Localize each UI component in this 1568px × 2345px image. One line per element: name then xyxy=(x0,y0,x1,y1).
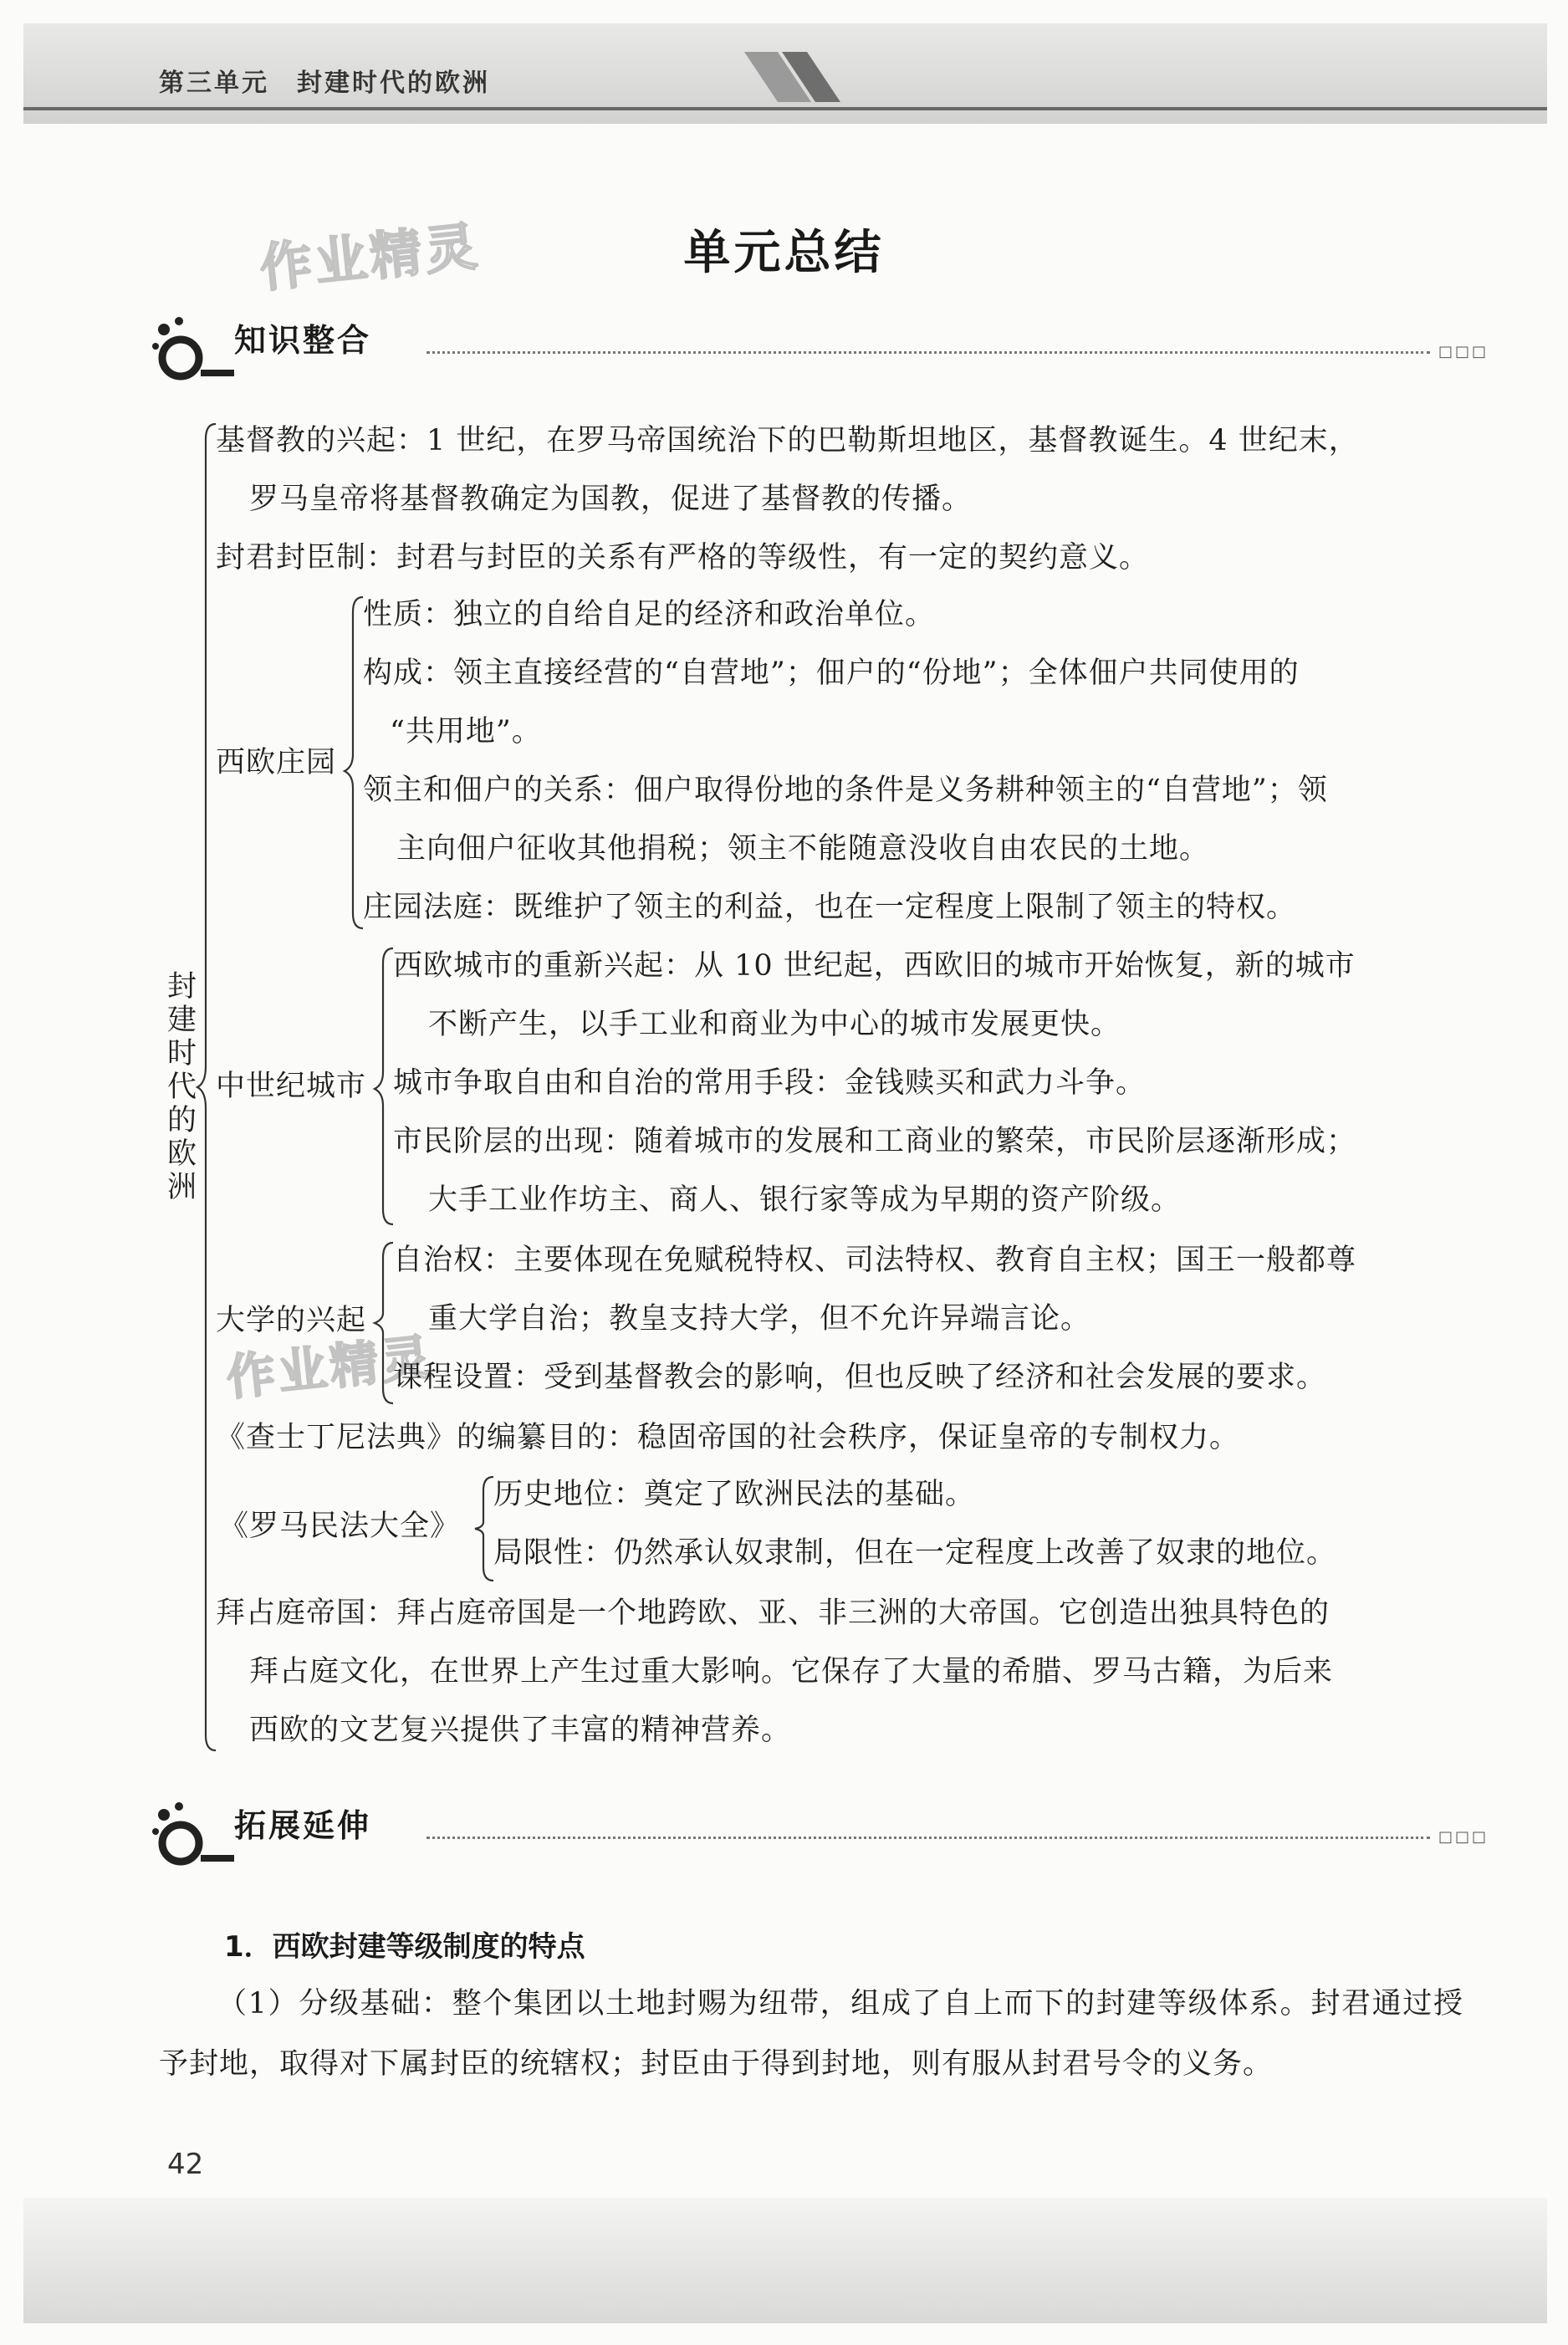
city-item: 城市争取自由和自治的常用手段：金钱赎买和武力斗争。 xyxy=(393,1066,1147,1100)
section-squares: □□□ xyxy=(1438,343,1489,360)
section-divider xyxy=(426,1837,1430,1839)
christianity-line-1: 基督教的兴起：1 世纪，在罗马帝国统治下的巴勒斯坦地区，基督教诞生。4 世纪末， xyxy=(216,424,1359,457)
section-heading-knowledge xyxy=(151,311,1489,386)
footer-band xyxy=(23,2198,1547,2323)
header-slash-decoration xyxy=(744,52,853,102)
manor-brace xyxy=(341,595,366,930)
manor-item: 庄园法庭：既维护了领主的利益，也在一定程度上限制了领主的特权。 xyxy=(363,891,1297,924)
manor-item: 构成：领主直接经营的“自营地”；佃户的“份地”；全体佃户共同使用的 xyxy=(363,656,1300,690)
manor-item: 主向佃户征收其他捐税；领主不能随意没收自由农民的土地。 xyxy=(396,832,1210,866)
section-squares: □□□ xyxy=(1438,1828,1489,1846)
section-bullet-icon xyxy=(151,311,234,386)
header-rule xyxy=(23,107,1547,110)
extension-paragraph: （1）分级基础：整个集团以土地封赐为纽带，组成了自上而下的封建等级体系。封君通过授予封地，取得对下属封臣的统辖权；封臣由于得到封地，则有服从封君号令的义务。 xyxy=(159,1987,1463,2081)
university-item: 自治权：主要体现在免赋税特权、司法特权、教育自主权；国王一般都尊 xyxy=(393,1244,1357,1277)
university-label: 大学的兴起 xyxy=(216,1304,367,1337)
byzantine-line: 西欧的文艺复兴提供了丰富的精神营养。 xyxy=(249,1714,792,1747)
feudal-line: 封君封臣制：封君与封臣的关系有严格的等级性，有一定的契约意义。 xyxy=(216,541,1150,575)
roman-law-item: 历史地位：奠定了欧洲民法的基础。 xyxy=(493,1478,976,1511)
section-heading-extension xyxy=(151,1796,1489,1872)
section-bullet-icon xyxy=(151,1796,234,1872)
page-title: 单元总结 xyxy=(683,226,885,280)
map-root: 封建时代的欧洲 xyxy=(166,970,197,1204)
page-number: 42 xyxy=(167,2148,204,2181)
roman-law-label: 《罗马民法大全》 xyxy=(219,1510,461,1543)
manor-item: 领主和佃户的关系：佃户取得份地的条件是义务耕种领主的“自营地”；领 xyxy=(363,774,1328,807)
city-label: 中世纪城市 xyxy=(216,1070,367,1103)
section-divider xyxy=(426,351,1430,354)
extension-heading: 1．西欧封建等级制度的特点 xyxy=(224,1930,585,1964)
byzantine-line: 拜占庭文化，在世界上产生过重大影响。它保存了大量的希腊、罗马古籍，为后来 xyxy=(249,1655,1334,1689)
running-title: 第三单元 封建时代的欧洲 xyxy=(159,69,490,98)
roman-law-item: 局限性：仍然承认奴隶制，但在一定程度上改善了奴隶的地位。 xyxy=(493,1536,1337,1570)
university-item: 课程设置：受到基督教会的影响，但也反映了经济和社会发展的要求。 xyxy=(393,1361,1327,1394)
manor-item: “共用地”。 xyxy=(390,715,542,748)
city-item: 西欧城市的重新兴起：从 10 世纪起，西欧旧的城市开始恢复，新的城市 xyxy=(393,949,1356,983)
manor-label: 西欧庄园 xyxy=(216,746,337,779)
manor-item: 性质：独立的自给自足的经济和政治单位。 xyxy=(363,598,936,631)
justinian-line: 《查士丁尼法典》的编纂目的：稳固帝国的社会秩序，保证皇帝的专制权力。 xyxy=(216,1421,1240,1454)
university-item: 重大学自治；教皇支持大学，但不允许异端言论。 xyxy=(428,1302,1091,1336)
watermark: 作业精灵 xyxy=(257,215,483,299)
byzantine-line: 拜占庭帝国：拜占庭帝国是一个地跨欧、亚、非三洲的大帝国。它创造出独具特色的 xyxy=(216,1597,1331,1630)
city-item: 大手工业作坊主、商人、银行家等成为早期的资产阶级。 xyxy=(428,1183,1182,1217)
city-item: 市民阶层的出现：随着城市的发展和工商业的繁荣，市民阶层逐渐形成； xyxy=(393,1125,1357,1158)
watermark: 作业精灵 xyxy=(223,1328,437,1407)
section-title: 知识整合 xyxy=(234,322,372,359)
christianity-line-2: 罗马皇帝将基督教确定为国教，促进了基督教的传播。 xyxy=(249,483,973,516)
city-item: 不断产生，以手工业和商业为中心的城市发展更快。 xyxy=(428,1008,1121,1041)
section-title: 拓展延伸 xyxy=(234,1807,372,1844)
